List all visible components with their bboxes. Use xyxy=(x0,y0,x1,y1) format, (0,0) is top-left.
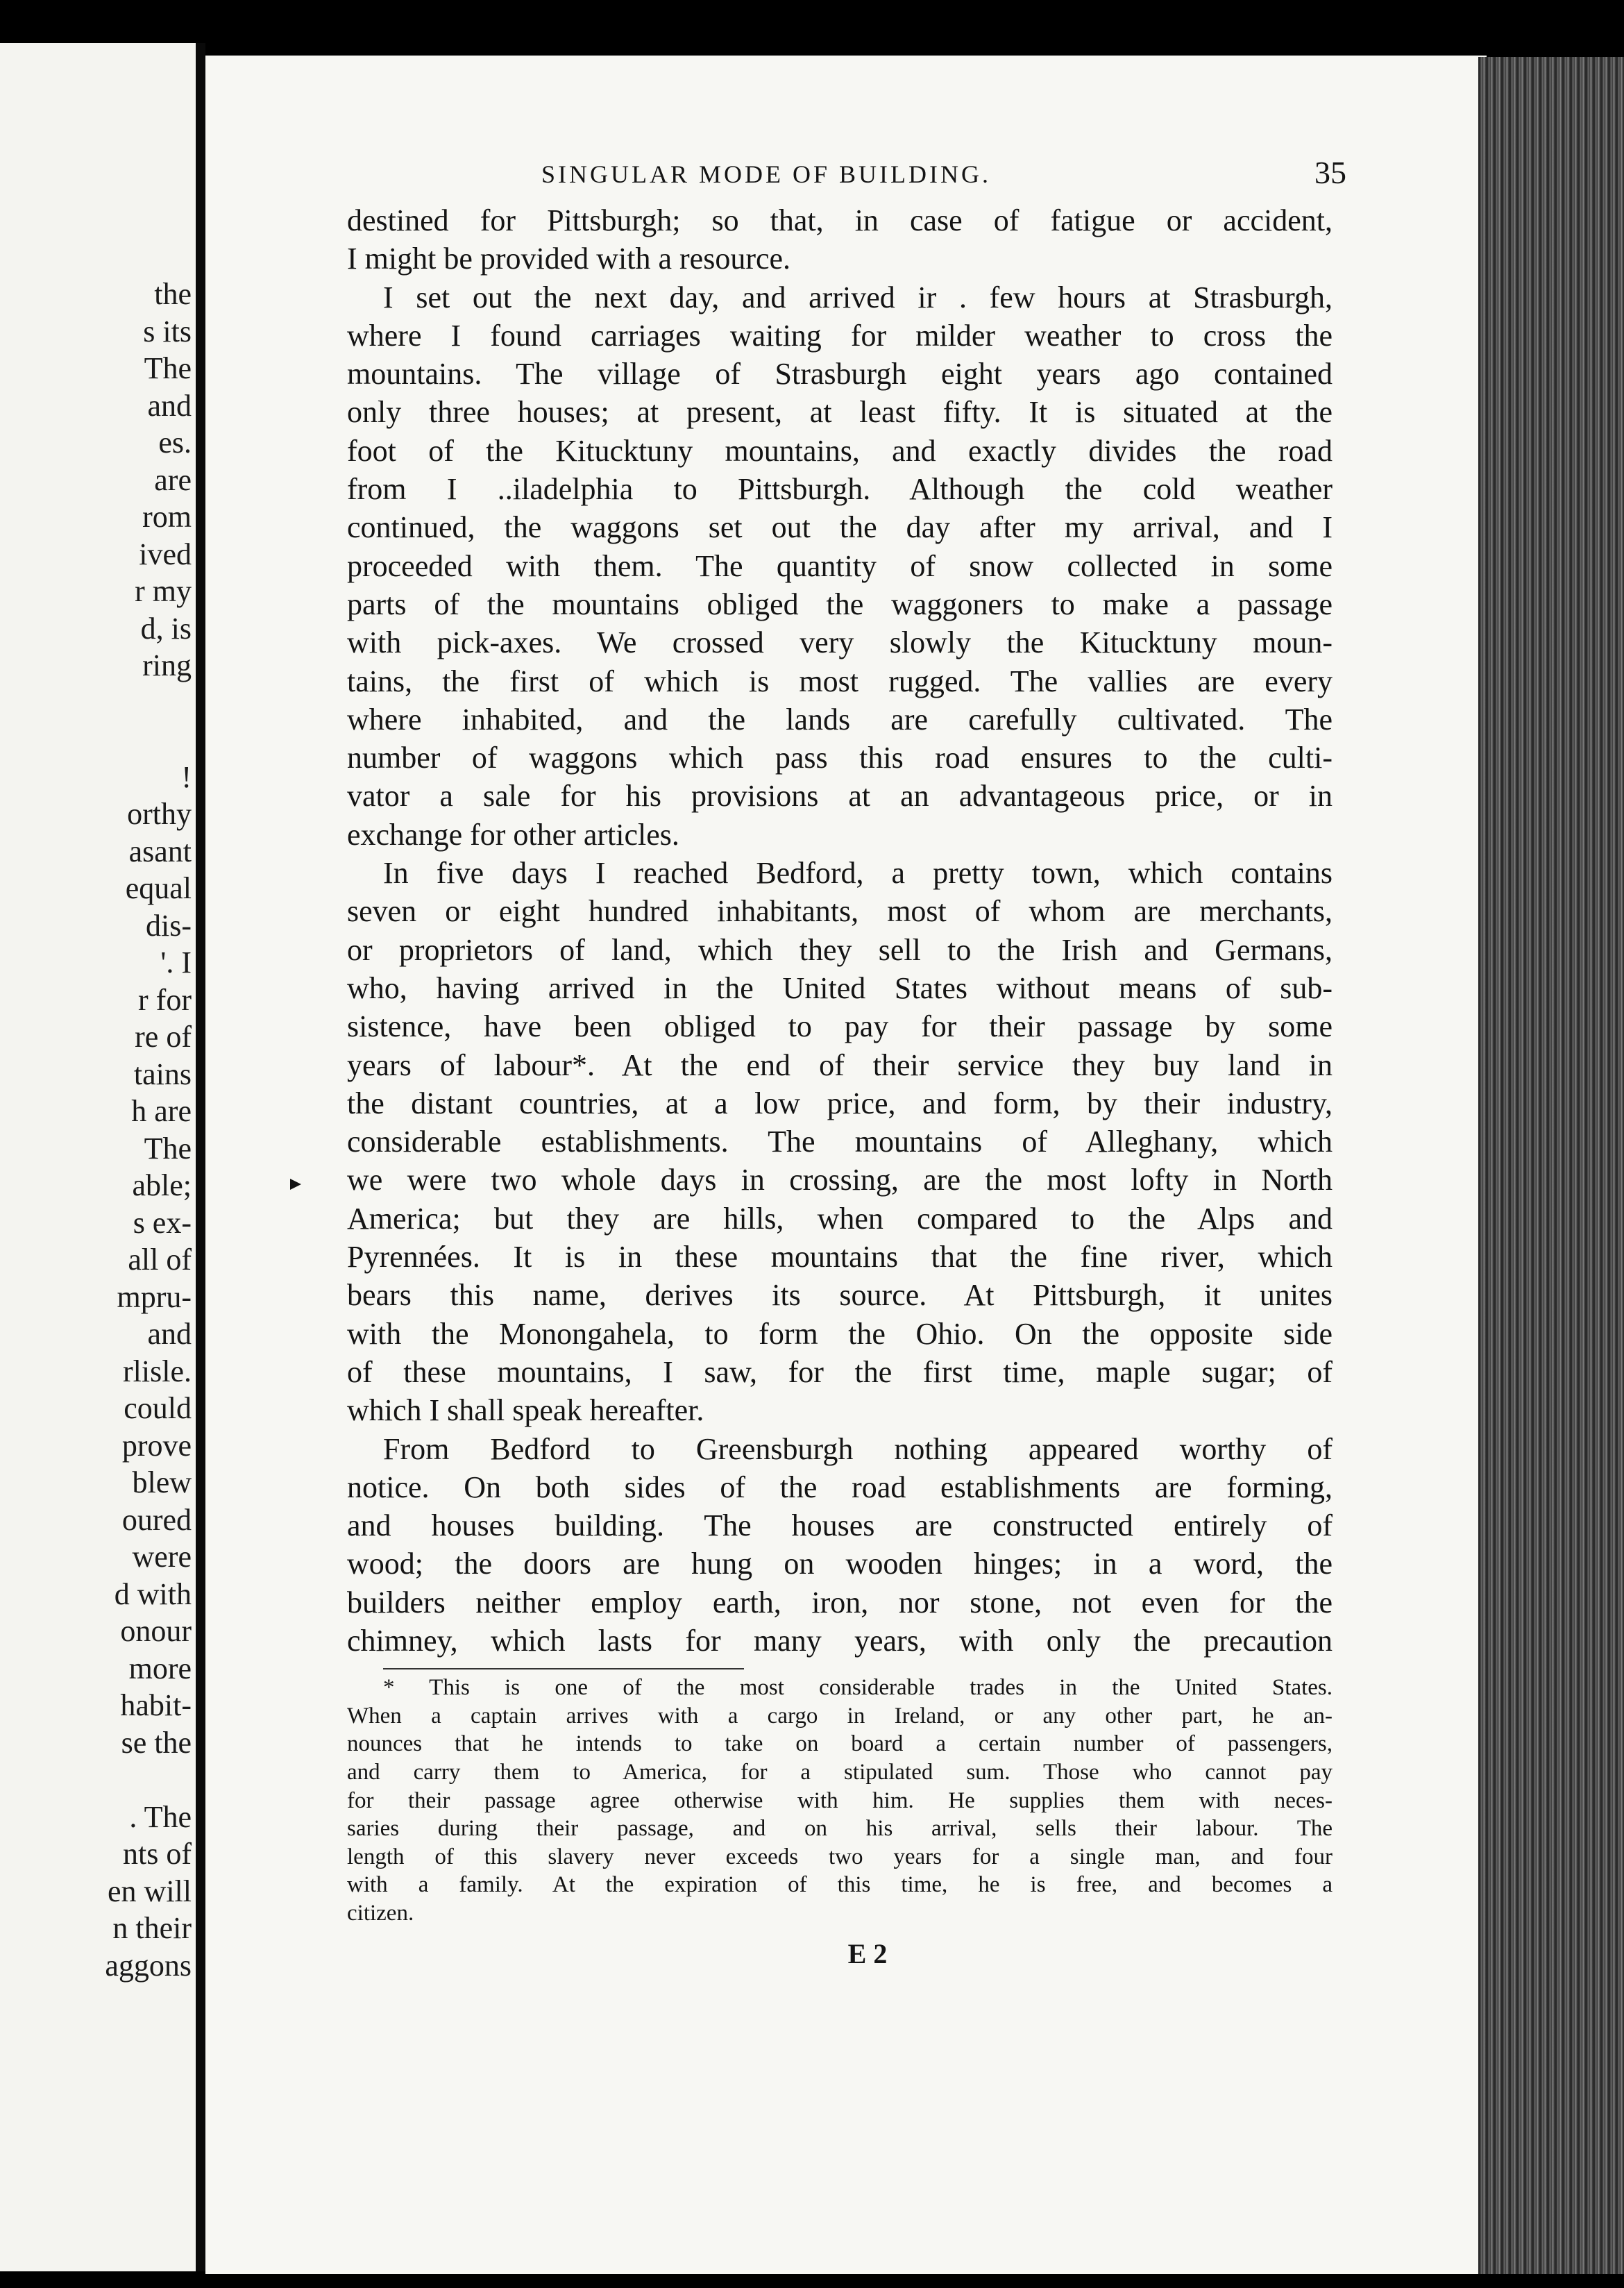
left-page-fragment xyxy=(0,684,196,722)
body-line: sistence, have been obliged to pay for their passage by some xyxy=(347,1009,1333,1044)
left-page-fragment: es. xyxy=(158,426,192,460)
body-text xyxy=(347,201,1333,1660)
body-line: tains, the first of which is most rugged. The vallies are every xyxy=(347,664,1333,698)
body-line: where I found carriages waiting for milder weather to cross the xyxy=(347,318,1333,353)
page-number: 35 xyxy=(1314,155,1346,190)
scan-top-border xyxy=(0,0,1624,43)
left-page-fragment: tains xyxy=(133,1057,192,1091)
left-page-fragment: re of xyxy=(135,1020,192,1054)
footnote-line: and carry them to America, for a stipulated sum. Those who cannot pay xyxy=(347,1760,1333,1785)
left-page-fragment: s its xyxy=(143,314,192,348)
left-page-fragment: were xyxy=(132,1540,192,1574)
body-line: I set out the next day, and arrived ir . few hours at Strasburgh, xyxy=(383,280,1333,314)
body-line: from I ..iladelphia to Pittsburgh. Although the cold weather xyxy=(347,472,1333,507)
body-line: foot of the Kitucktuny mountains, and exactly divides the road xyxy=(347,433,1333,468)
left-page-fragment: could xyxy=(124,1391,192,1425)
body-line: where inhabited, and the lands are carefully cultivated. The xyxy=(347,702,1333,737)
body-line: proceeded with them. The quantity of snow collected in some xyxy=(347,548,1333,583)
left-page-fragment: asant xyxy=(128,834,192,868)
left-page-fragment: rlisle. xyxy=(123,1354,192,1388)
footnote-line: citizen. xyxy=(347,1901,414,1926)
body-line: notice. On both sides of the road establishments are forming, xyxy=(347,1470,1333,1504)
left-page-fragment: equal xyxy=(125,871,192,905)
body-line: destined for Pittsburgh; so that, in case of fatigue or accident, xyxy=(347,203,1333,237)
signature-mark: E 2 xyxy=(847,1937,888,1969)
left-page-fragment: r for xyxy=(138,982,192,1017)
body-line: with pick-axes. We crossed very slowly the Kitucktuny moun- xyxy=(347,625,1333,660)
body-line: chimney, which lasts for many years, with only the precaution xyxy=(347,1623,1333,1658)
body-line: mountains. The village of Strasburgh eight years ago contained xyxy=(347,357,1333,392)
body-line: parts of the mountains obliged the waggoners to make a passage xyxy=(347,587,1333,621)
left-page-fragment: en will xyxy=(108,1874,192,1908)
body-line: America; but they are hills, when compared to the Alps and xyxy=(347,1201,1333,1236)
footnote xyxy=(347,1674,1333,1927)
footnote-divider xyxy=(383,1668,744,1669)
left-page-fragment: r my xyxy=(135,574,192,608)
body-line: years of labour*. At the end of their service they buy land in xyxy=(347,1048,1333,1082)
left-page-fragment: nts of xyxy=(123,1837,192,1871)
footnote-line: saries during their passage, and on his arrival, sells their labour. The xyxy=(347,1816,1333,1842)
left-page-fragment: rom xyxy=(142,500,192,534)
body-line: seven or eight hundred inhabitants, most of whom are merchants, xyxy=(347,894,1333,929)
footnote-line: with a family. At the expiration of this time, he is free, and becomes a xyxy=(347,1872,1333,1898)
footnote-line: for their passage agree otherwise with him. He supplies them with neces- xyxy=(347,1788,1333,1813)
body-line: wood; the doors are hung on wooden hinges; in a word, the xyxy=(347,1547,1333,1581)
page-edge xyxy=(1478,57,1624,2274)
left-page-fragment: orthy xyxy=(127,797,192,831)
left-page-fragment: onour xyxy=(120,1614,192,1648)
body-line: builders neither employ earth, iron, nor stone, not even for the xyxy=(347,1585,1333,1620)
page-content xyxy=(347,155,1346,1970)
left-page-fragment xyxy=(0,1761,196,1799)
left-page-fragment xyxy=(0,721,196,759)
footnote-line: When a captain arrives with a cargo in Ireland, or any other part, he an- xyxy=(347,1703,1333,1728)
left-page-fragment: oured xyxy=(121,1502,192,1537)
body-line: vator a sale for his provisions at an advantageous price, or in xyxy=(347,779,1333,814)
left-page-fragment: d, is xyxy=(140,611,192,646)
body-line: the distant countries, at a low price, and form, by their industry, xyxy=(347,1086,1333,1120)
left-page-fragment: habit- xyxy=(120,1688,192,1722)
body-line: with the Monongahela, to form the Ohio. On the opposite side xyxy=(347,1316,1333,1351)
body-line: bears this name, derives its source. At Pittsburgh, it unites xyxy=(347,1278,1333,1313)
left-page-fragment: The xyxy=(144,1131,192,1166)
left-page-fragment: and xyxy=(147,388,192,423)
left-page-fragment: all of xyxy=(128,1243,192,1277)
body-line: Pyrennées. It is in these mountains that the fine river, which xyxy=(347,1240,1333,1275)
footnote-line: length of this slavery never exceeds two years for a single man, and four xyxy=(347,1844,1333,1869)
left-page-fragment: . The xyxy=(129,1799,192,1834)
left-page-fragment: more xyxy=(128,1651,192,1685)
left-page-fragment: d with xyxy=(114,1576,192,1611)
body-line: or proprietors of land, which they sell to the Irish and Germans, xyxy=(347,932,1333,967)
running-head xyxy=(347,155,1346,201)
running-title: SINGULAR MODE OF BUILDING. xyxy=(541,160,991,188)
left-page-fragment: ring xyxy=(142,648,192,682)
left-page-fragment: s ex- xyxy=(133,1205,192,1240)
body-line: and houses building. The houses are constructed entirely of xyxy=(347,1508,1333,1543)
left-page-fragment: The xyxy=(144,351,192,385)
body-line: which I shall speak hereafter. xyxy=(347,1393,704,1428)
body-line: From Bedford to Greensburgh nothing appeared worthy of xyxy=(383,1431,1333,1466)
book-gutter xyxy=(196,43,205,2271)
footnote-line: nounces that he intends to take on board a certain number of passengers, xyxy=(347,1731,1333,1757)
left-page-fragment: se the xyxy=(121,1725,192,1760)
body-line: who, having arrived in the United States without means of sub- xyxy=(347,970,1333,1005)
left-page-fragment: ived xyxy=(139,537,192,571)
footnote-line: * This is one of the most considerable trades in the United States. xyxy=(383,1675,1333,1701)
left-page-fragment: '. I xyxy=(160,945,192,979)
left-page-fragment: able; xyxy=(132,1168,192,1202)
body-line: number of waggons which pass this road ensures to the culti- xyxy=(347,741,1333,775)
left-page-fragment: and xyxy=(147,1317,192,1351)
left-page-fragment: mpru- xyxy=(117,1279,192,1314)
body-line: exchange for other articles. xyxy=(347,817,679,852)
body-line: only three houses; at present, at least fifty. It is situated at the xyxy=(347,395,1333,430)
body-line: considerable establishments. The mountains of Alleghany, which xyxy=(347,1125,1333,1159)
body-line: of these mountains, I saw, for the first time, maple sugar; of xyxy=(347,1354,1333,1389)
body-line: In five days I reached Bedford, a pretty town, which contains xyxy=(383,856,1333,891)
left-page xyxy=(0,43,196,2271)
left-page-fragment: aggons xyxy=(105,1948,192,1983)
left-page-fragment: dis- xyxy=(146,908,192,943)
left-page-fragments xyxy=(0,276,196,1984)
left-page-fragment: the xyxy=(154,277,192,311)
left-page-fragment: n their xyxy=(112,1911,192,1945)
left-page-fragment: ! xyxy=(181,759,192,794)
left-page-fragment: h are xyxy=(131,1094,192,1128)
left-page-fragment: are xyxy=(154,462,192,497)
body-line: continued, the waggons set out the day after my arrival, and I xyxy=(347,510,1333,545)
left-page-fragment: blew xyxy=(132,1465,192,1499)
left-page-fragment: prove xyxy=(121,1428,192,1463)
body-line: I might be provided with a resource. xyxy=(347,242,791,276)
body-line: we were two whole days in crossing, are the most lofty in North xyxy=(347,1163,1333,1197)
